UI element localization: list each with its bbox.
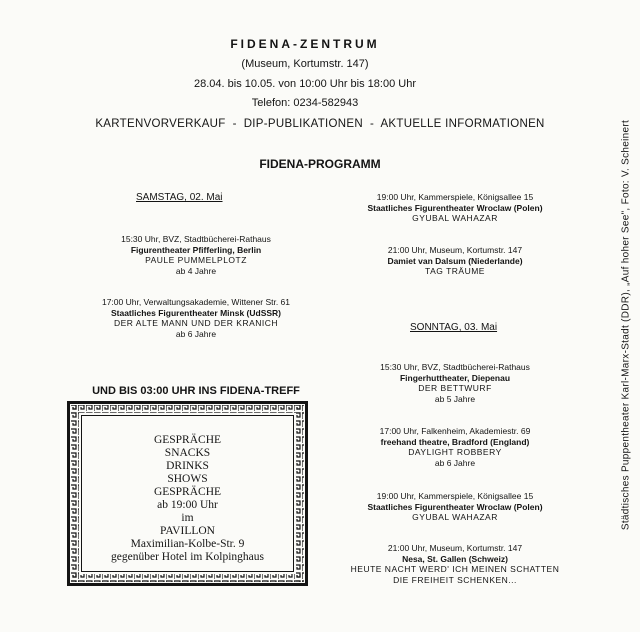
header-dates: 28.04. bis 10.05. von 10:00 Uhr bis 18:00 Uhr — [194, 78, 416, 90]
saturday-event-1 — [56, 234, 336, 276]
event-title: DER ALTE MANN UND DER KRANICH — [113, 318, 279, 328]
event-troupe: Damiet van Dalsum (Niederlande) — [387, 255, 523, 266]
event-venue: 17:00 Uhr, Verwaltungsakademie, Wittener Str. 61 — [101, 297, 291, 307]
box-line: SHOWS — [167, 473, 208, 485]
event-title: HEUTE NACHT WERD' ICH MEINEN SCHATTEN — [350, 564, 560, 574]
program-title: FIDENA-PROGRAMM — [259, 157, 381, 171]
services-line: KARTENVORVERKAUF - DIP-PUBLIKATIONEN - AKTUELLE INFORMATIONEN — [95, 118, 545, 130]
sunday-event-4 — [320, 543, 590, 585]
event-title-continued: DIE FREIHEIT SCHENKEN... — [393, 574, 517, 585]
event-title: TAG TRÄUME — [425, 266, 485, 276]
saturday-event-4 — [320, 245, 590, 277]
sunday-event-1 — [320, 362, 590, 404]
box-line: im — [181, 512, 194, 524]
event-title: GYUBAL WAHAZAR — [412, 512, 498, 522]
event-troupe: freehand theatre, Bradford (England) — [380, 436, 530, 447]
box-line: GESPRÄCHE — [153, 434, 222, 446]
box-line: ab 19:00 Uhr — [157, 499, 218, 511]
event-title: PAULE PUMMELPLOTZ — [145, 255, 247, 265]
saturday-event-3 — [320, 192, 590, 224]
event-troupe: Nesa, St. Gallen (Schweiz) — [402, 553, 508, 564]
event-age: ab 6 Jahre — [434, 457, 476, 468]
header-phone: Telefon: 0234-582943 — [251, 97, 359, 109]
sunday-heading: SONNTAG, 03. Mai — [410, 322, 498, 333]
treff-heading: UND BIS 03:00 UHR INS FIDENA-TREFF — [92, 385, 300, 397]
saturday-heading: SAMSTAG, 02. Mai — [136, 192, 223, 203]
side-credit: Städtisches Puppentheater Karl-Marx-Stadt (DDR), „Auf hoher See", Foto: V. Scheinert — [620, 119, 632, 531]
event-venue: 19:00 Uhr, Kammerspiele, Königsallee 15 — [376, 192, 534, 202]
event-title: DER BETTWURF — [418, 383, 492, 393]
event-age: ab 4 Jahre — [175, 265, 217, 276]
header-title: FIDENA-ZENTRUM — [230, 37, 380, 51]
event-venue: 17:00 Uhr, Falkenheim, Akademiestr. 69 — [379, 426, 531, 436]
event-troupe: Figurentheater Pfifferling, Berlin — [130, 244, 262, 255]
event-troupe: Staatliches Figurentheater Wroclaw (Polen) — [367, 501, 543, 512]
event-venue: 21:00 Uhr, Museum, Kortumstr. 147 — [387, 543, 523, 553]
event-age: ab 6 Jahre — [175, 328, 217, 339]
event-troupe: Fingerhuttheater, Diepenau — [399, 372, 511, 383]
box-line: Maximilian-Kolbe-Str. 9 — [130, 538, 245, 550]
box-line: gegenüber Hotel im Kolpinghaus — [111, 551, 264, 563]
event-venue: 15:30 Uhr, BVZ, Stadtbücherei-Rathaus — [121, 234, 271, 244]
box-line: DRINKS — [166, 460, 209, 472]
saturday-event-2 — [56, 297, 336, 339]
box-line: GESPRÄCHE — [153, 486, 222, 498]
event-venue: 15:30 Uhr, BVZ, Stadtbücherei-Rathaus — [380, 362, 530, 372]
event-troupe: Staatliches Figurentheater Wroclaw (Polen) — [367, 202, 543, 213]
box-text — [70, 434, 305, 564]
box-line: SNACKS — [164, 447, 211, 459]
event-troupe: Staatliches Figurentheater Minsk (UdSSR) — [110, 307, 282, 318]
sunday-event-3 — [320, 491, 590, 523]
box-line: PAVILLON — [160, 525, 215, 537]
event-venue: 21:00 Uhr, Museum, Kortumstr. 147 — [387, 245, 523, 255]
event-age: ab 5 Jahre — [434, 393, 476, 404]
event-title: DAYLIGHT ROBBERY — [408, 447, 502, 457]
sunday-event-2 — [320, 426, 590, 468]
event-title: GYUBAL WAHAZAR — [412, 213, 498, 223]
header-location: (Museum, Kortumstr. 147) — [241, 58, 369, 70]
pavillon-box — [67, 401, 308, 586]
event-venue: 19:00 Uhr, Kammerspiele, Königsallee 15 — [376, 491, 534, 501]
